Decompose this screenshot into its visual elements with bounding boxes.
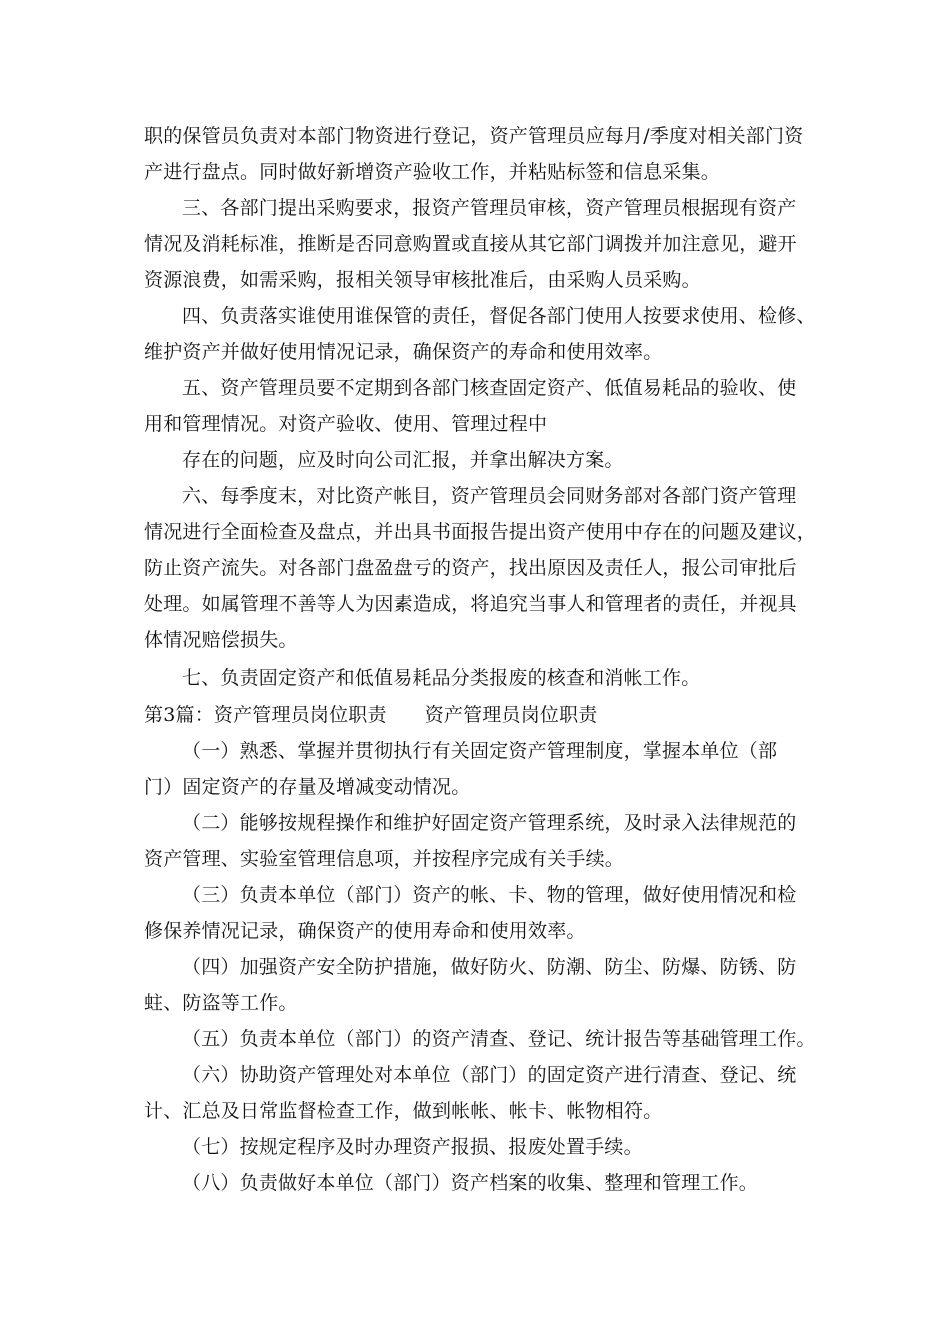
paragraph-line: 体情况赔偿损失。 — [144, 629, 298, 651]
paragraph-line: 职的保管员负责对本部门物资进行登记，资产管理员应每月/季度对相关部门资 — [144, 125, 804, 147]
paragraph-line: 六、每季度末，对比资产帐目，资产管理员会同财务部对各部门资产管理 — [182, 485, 797, 507]
list-item: （三）负责本单位（部门）资产的帐、卡、物的管理，做好使用情况和检 — [182, 884, 797, 906]
paragraph-line: 情况及消耗标准，推断是否同意购置或直接从其它部门调拨并加注意见，避开 — [144, 233, 797, 255]
section-heading-title: 第3篇：资产管理员岗位职责 — [144, 704, 387, 726]
list-item: 修保养情况记录，确保资产的使用寿命和使用效率。 — [144, 920, 586, 942]
paragraph-line: 处理。如属管理不善等人为因素造成，将追究当事人和管理者的责任，并视具 — [144, 593, 797, 615]
list-item: （五）负责本单位（部门）的资产清查、登记、统计报告等基础管理工作。 — [182, 1028, 816, 1050]
paragraph-line: 产进行盘点。同时做好新增资产验收工作，并粘贴标签和信息采集。 — [144, 161, 721, 183]
paragraph-line: 资源浪费，如需采购，报相关领导审核批准后，由采购人员采购。 — [144, 269, 701, 291]
list-item: （一）熟悉、掌握并贯彻执行有关固定资产管理制度，掌握本单位（部 — [182, 740, 778, 762]
section-heading-subtitle: 资产管理员岗位职责 — [424, 704, 598, 726]
paragraph-line: 情况进行全面检查及盘点，并出具书面报告提出资产使用中存在的问题及建议， — [144, 521, 817, 543]
list-item: 资产管理、实验室管理信息项，并按程序完成有关手续。 — [144, 848, 625, 870]
section-heading — [144, 703, 598, 727]
list-item: （八）负责做好本单位（部门）资产档案的收集、整理和管理工作。 — [182, 1172, 759, 1194]
paragraph-line: 五、资产管理员要不定期到各部门核查固定资产、低值易耗品的验收、使 — [182, 377, 797, 399]
list-item: （六）协助资产管理处对本单位（部门）的固定资产进行清查、登记、统 — [182, 1064, 797, 1086]
paragraph-line: 四、负责落实谁使用谁保管的责任，督促各部门使用人按要求使用、检修、 — [182, 305, 816, 327]
paragraph-line: 防止资产流失。对各部门盘盈盘亏的资产，找出原因及责任人，报公司审批后 — [144, 557, 797, 579]
paragraph-line: 用和管理情况。对资产验收、使用、管理过程中 — [144, 413, 548, 435]
list-item: （二）能够按规程操作和维护好固定资产管理系统，及时录入法律规范的 — [182, 812, 797, 834]
list-item: （四）加强资产安全防护措施，做好防火、防潮、防尘、防爆、防锈、防 — [182, 956, 797, 978]
paragraph-line: 存在的问题，应及时向公司汇报，并拿出解决方案。 — [182, 449, 624, 471]
paragraph-line: 三、各部门提出采购要求，报资产管理员审核，资产管理员根据现有资产 — [182, 197, 797, 219]
list-item: 蛀、防盗等工作。 — [144, 992, 298, 1014]
paragraph-line: 七、负责固定资产和低值易耗品分类报废的核查和消帐工作。 — [182, 667, 701, 689]
list-item: 计、汇总及日常监督检查工作，做到帐帐、帐卡、帐物相符。 — [144, 1100, 663, 1122]
list-item: （七）按规定程序及时办理资产报损、报废处置手续。 — [182, 1136, 643, 1158]
list-item: 门）固定资产的存量及增减变动情况。 — [144, 776, 471, 798]
paragraph-line: 维护资产并做好使用情况记录，确保资产的寿命和使用效率。 — [144, 341, 663, 363]
